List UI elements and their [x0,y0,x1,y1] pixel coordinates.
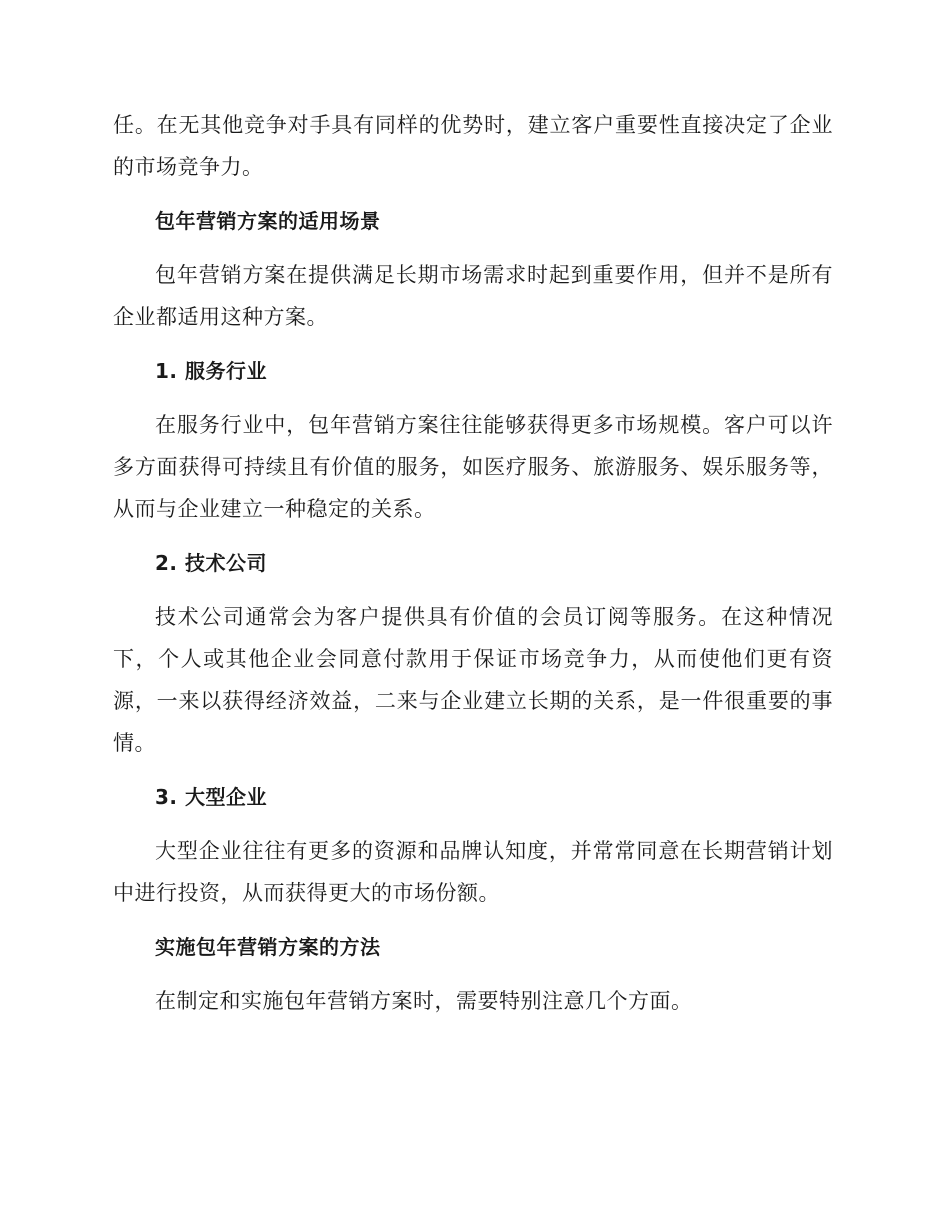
subheading-tech-company: 2. 技术公司 [155,551,267,575]
paragraph-scenarios-intro: 包年营销方案在提供满足长期市场需求时起到重要作用，但并不是所有企业都适用这种方案。 [113,263,833,329]
subheading-large-enterprise: 3. 大型企业 [155,785,267,809]
paragraph-service-industry: 在服务行业中，包年营销方案往往能够获得更多市场规模。客户可以许多方面获得可持续且有价值的服务，如医疗服务、旅游服务、娱乐服务等，从而与企业建立一种稳定的关系。 [113,413,833,521]
document-page [113,104,833,1022]
paragraph-continued: 任。在无其他竞争对手具有同样的优势时，建立客户重要性直接决定了企业的市场竞争力。 [113,113,833,179]
subheading-service-industry: 1. 服务行业 [155,359,267,383]
paragraph-tech-company: 技术公司通常会为客户提供具有价值的会员订阅等服务。在这种情况下，个人或其他企业会同意付款用于保证市场竞争力，从而使他们更有资源，一来以获得经济效益，二来与企业建立长期的关系，是一件很重要的事情。 [113,605,833,755]
paragraph-implementation-intro: 在制定和实施包年营销方案时，需要特别注意几个方面。 [155,989,693,1013]
paragraph-large-enterprise: 大型企业往往有更多的资源和品牌认知度，并常常同意在长期营销计划中进行投资，从而获得更大的市场份额。 [113,839,833,905]
section-heading-implementation: 实施包年营销方案的方法 [155,935,381,959]
section-heading-applicable-scenarios: 包年营销方案的适用场景 [155,209,381,233]
